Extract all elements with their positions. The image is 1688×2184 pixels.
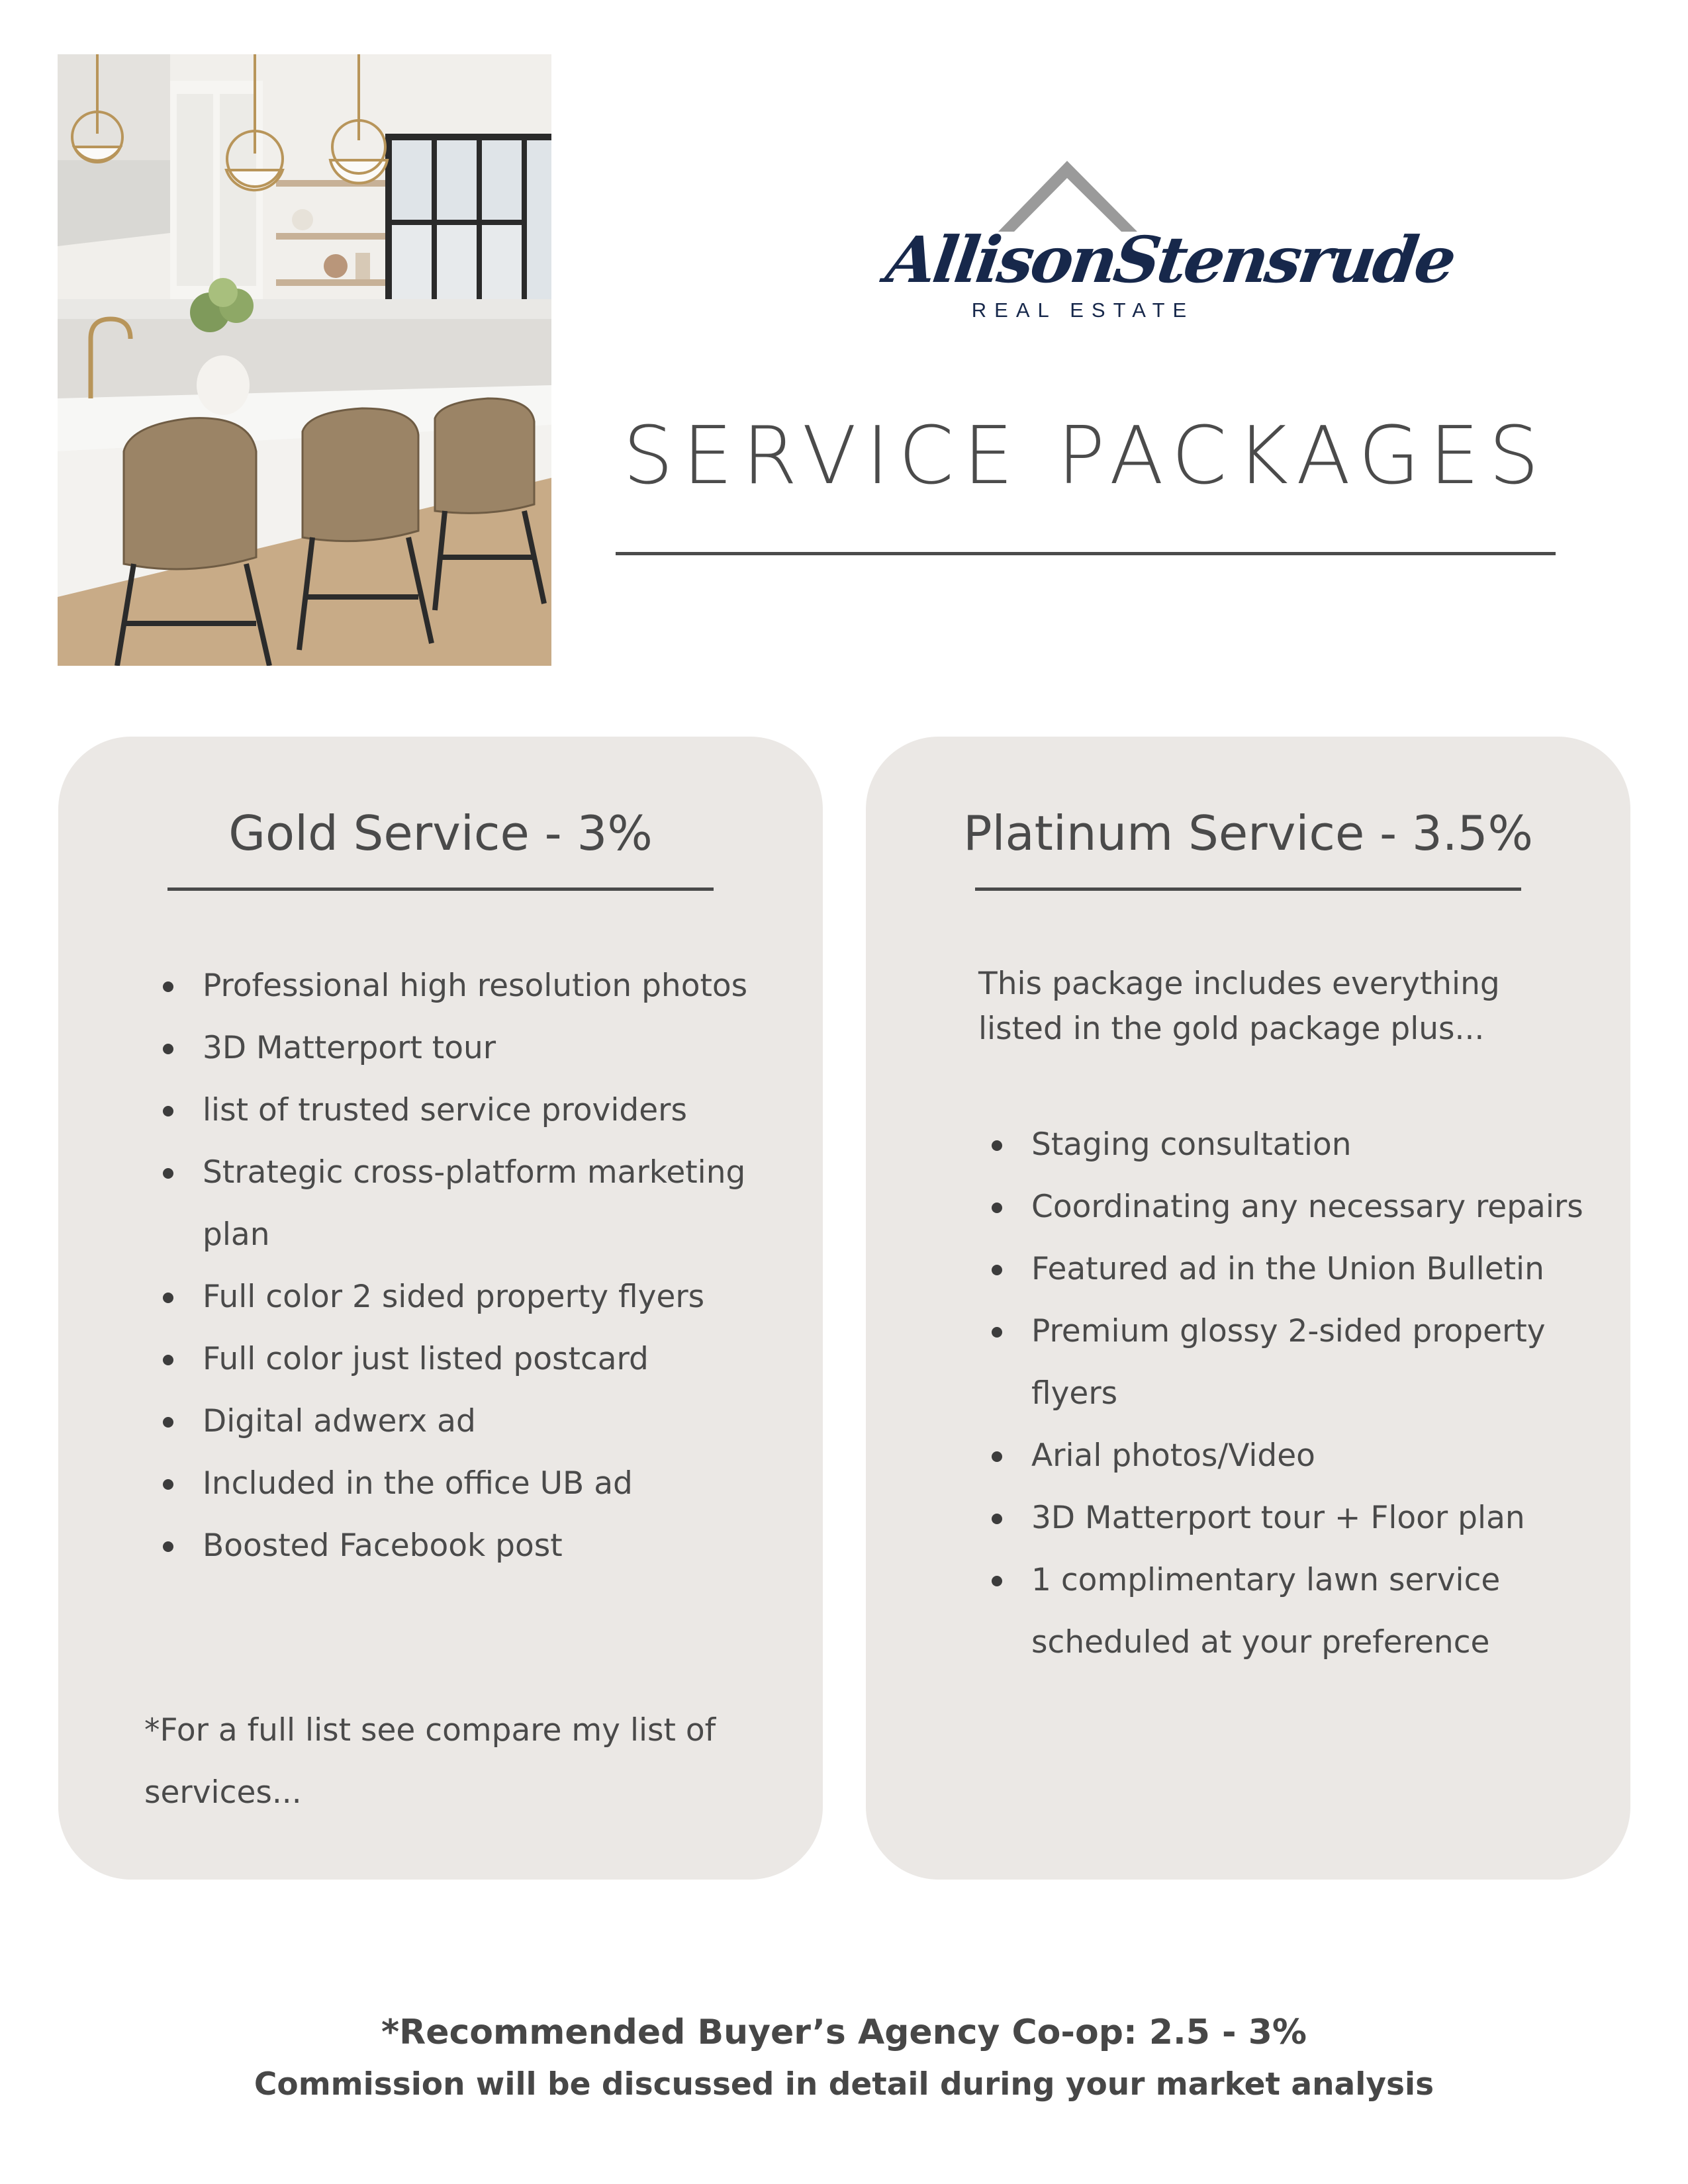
kitchen-photo xyxy=(58,54,551,666)
platinum-intro-text: This package includes everything listed in the gold package plus... xyxy=(978,966,1500,1047)
platinum-service-card xyxy=(866,737,1630,1880)
list-item: Boosted Facebook post xyxy=(163,1515,785,1577)
list-item: Full color just listed postcard xyxy=(163,1328,785,1390)
list-item: Arial photos/Video xyxy=(992,1425,1601,1487)
list-item: 3D Matterport tour xyxy=(163,1017,785,1079)
list-item: Coordinating any necessary repairs xyxy=(992,1176,1601,1238)
list-item: Digital adwerx ad xyxy=(163,1390,785,1453)
list-item: Professional high resolution photos xyxy=(163,955,785,1017)
list-item: 1 complimentary lawn service scheduled at your preference xyxy=(992,1549,1601,1674)
gold-title-divider xyxy=(167,887,714,891)
logo-script-text: AllisonStensrude xyxy=(882,222,1458,297)
platinum-title-divider xyxy=(975,887,1521,891)
page-title: SERVICE PACKAGES xyxy=(622,410,1549,502)
list-item: Full color 2 sided property flyers xyxy=(163,1266,785,1328)
list-item: Staging consultation xyxy=(992,1114,1601,1176)
logo-subtitle: REAL ESTATE xyxy=(971,298,1195,322)
list-item: Strategic cross-platform marketing plan xyxy=(163,1142,785,1266)
list-item: Included in the office UB ad xyxy=(163,1453,785,1515)
gold-feature-list xyxy=(163,955,785,1577)
gold-card-title: Gold Service - 3% xyxy=(228,805,653,861)
company-logo xyxy=(882,149,1458,334)
buyer-agency-coop-note: *Recommended Buyer’s Agency Co-op: 2.5 - 3% xyxy=(381,2013,1307,2052)
list-item: Premium glossy 2-sided property flyers xyxy=(992,1300,1601,1425)
kitchen-illustration xyxy=(58,54,551,666)
gold-service-card xyxy=(58,737,823,1880)
list-item: Featured ad in the Union Bulletin xyxy=(992,1238,1601,1300)
gold-footnote: *For a full list see compare my list of services... xyxy=(144,1712,716,1811)
list-item: 3D Matterport tour + Floor plan xyxy=(992,1487,1601,1549)
commission-note: Commission will be discussed in detail during your market analysis xyxy=(254,2066,1434,2103)
platinum-feature-list xyxy=(992,1114,1601,1674)
title-divider xyxy=(616,552,1556,555)
platinum-card-title: Platinum Service - 3.5% xyxy=(963,805,1533,861)
list-item: list of trusted service providers xyxy=(163,1079,785,1142)
